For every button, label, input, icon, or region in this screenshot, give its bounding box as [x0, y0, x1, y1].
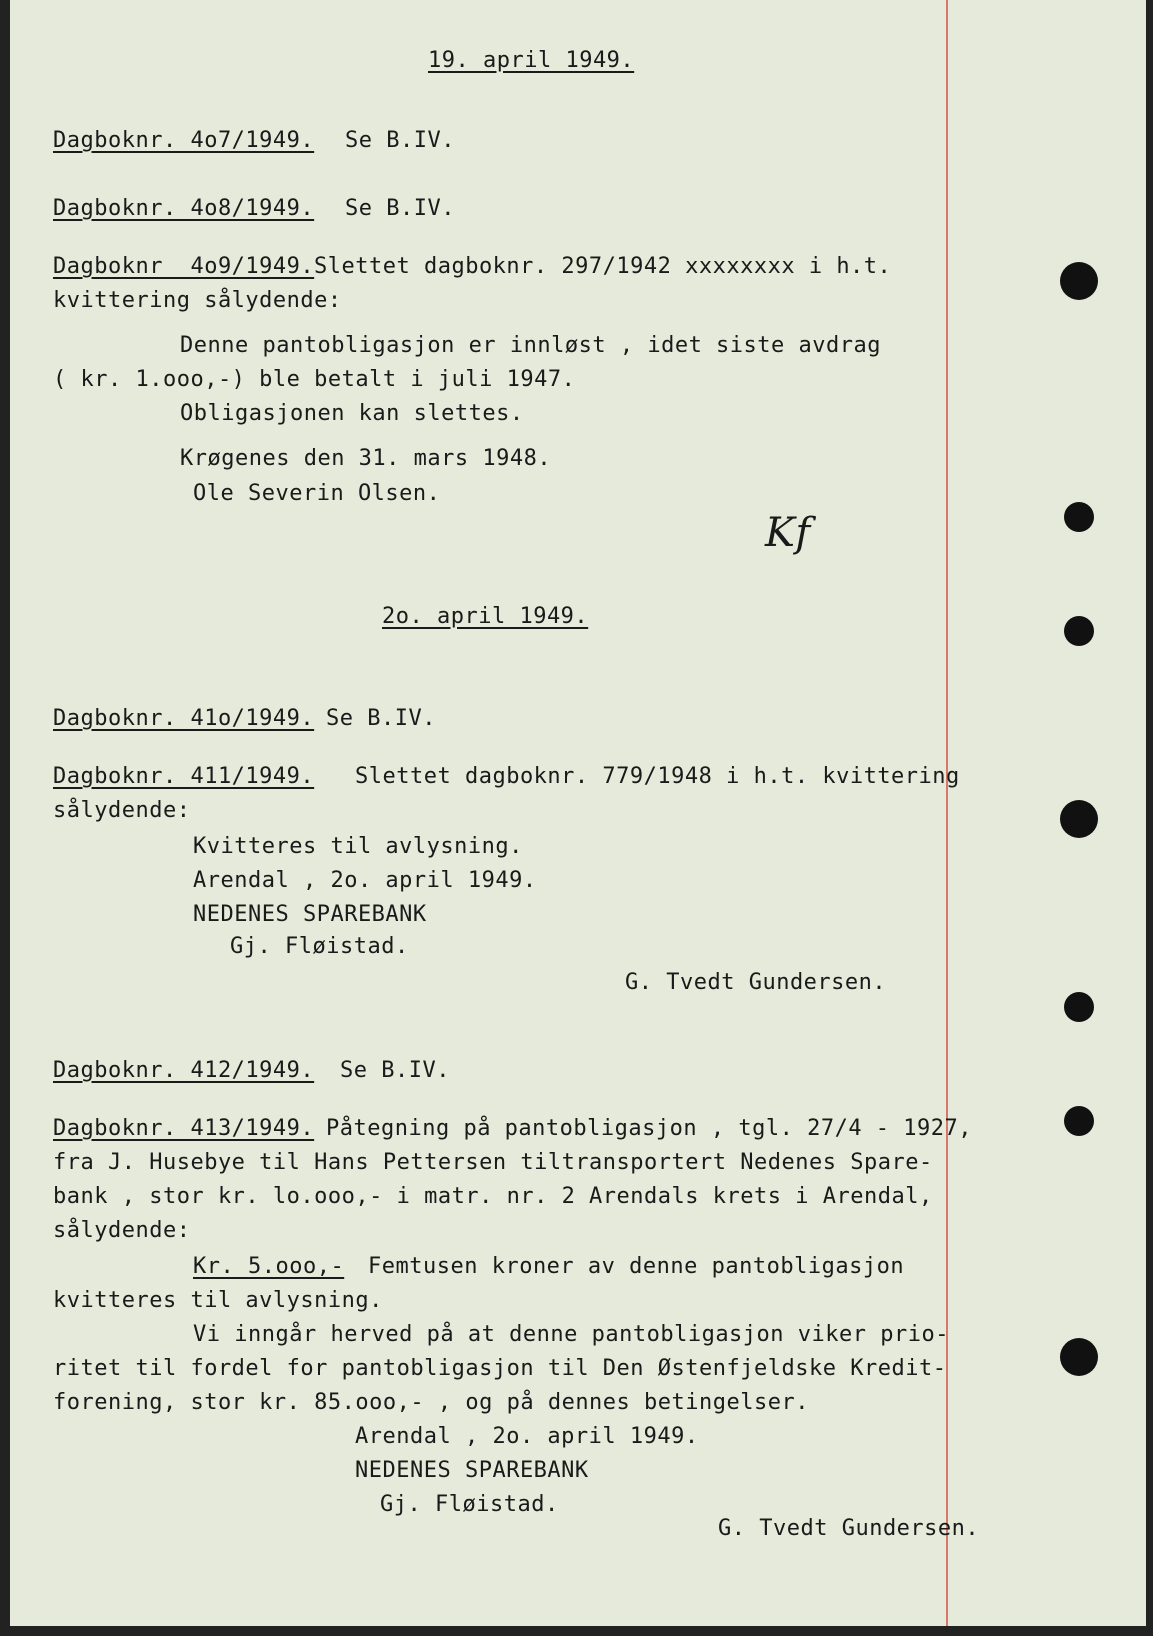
entry-line: Arendal , 2o. april 1949. [355, 1424, 699, 1449]
entry-line: Arendal , 2o. april 1949. [193, 868, 537, 893]
entry-line: sålydende: [53, 798, 191, 823]
entry-ref-411: Dagboknr. 411/1949. [53, 764, 315, 789]
entry-line: NEDENES SPAREBANK [355, 1458, 589, 1483]
entry-line: Femtusen kroner av denne pantobligasjon [368, 1254, 905, 1279]
entry-line: bank , stor kr. lo.ooo,- i matr. nr. 2 Arendals krets i Arendal, [53, 1184, 933, 1209]
handwritten-initials: Kf [765, 510, 811, 556]
entry-line: fra J. Husebye til Hans Pettersen tiltransportert Nedenes Spare- [53, 1150, 933, 1175]
punch-hole [1064, 616, 1094, 646]
entry-line: G. Tvedt Gundersen. [718, 1516, 980, 1541]
entry-line: Slettet dagboknr. 297/1942 xxxxxxxx i h.t. [314, 254, 892, 279]
punch-hole [1064, 502, 1094, 532]
entry-line: Ole Severin Olsen. [193, 481, 441, 506]
margin-line [946, 0, 948, 1626]
entry-ref-409: Dagboknr 4o9/1949. [53, 254, 315, 279]
entry-ref-407: Dagboknr. 4o7/1949. [53, 128, 315, 153]
entry-line: Denne pantobligasjon er innløst , idet siste avdrag [180, 333, 882, 358]
punch-hole [1064, 1106, 1094, 1136]
entry-line: ( kr. 1.ooo,-) ble betalt i juli 1947. [53, 367, 576, 392]
entry-text-410: Se B.IV. [326, 706, 436, 731]
entry-amount: Kr. 5.ooo,- [193, 1254, 345, 1279]
date-heading-19-april: 19. april 1949. [428, 48, 635, 73]
entry-line: forening, stor kr. 85.ooo,- , og på dennes betingelser. [53, 1390, 809, 1415]
punch-hole [1060, 262, 1098, 300]
entry-ref-410: Dagboknr. 41o/1949. [53, 706, 315, 731]
punch-hole [1060, 1338, 1098, 1376]
entry-line: Slettet dagboknr. 779/1948 i h.t. kvittering [355, 764, 960, 789]
entry-line: kvittering sålydende: [53, 288, 342, 313]
entry-line: Påtegning på pantobligasjon , tgl. 27/4 - 1927, [326, 1116, 973, 1141]
punch-hole [1060, 800, 1098, 838]
entry-line: Krøgenes den 31. mars 1948. [180, 446, 552, 471]
entry-line: Obligasjonen kan slettes. [180, 401, 524, 426]
entry-line: Gj. Fløistad. [380, 1492, 559, 1517]
entry-ref-408: Dagboknr. 4o8/1949. [53, 196, 315, 221]
document-page [10, 0, 1146, 1626]
entry-line: Kvitteres til avlysning. [193, 834, 523, 859]
entry-text-408: Se B.IV. [345, 196, 455, 221]
entry-line: kvitteres til avlysning. [53, 1288, 383, 1313]
entry-text-412: Se B.IV. [340, 1058, 450, 1083]
date-heading-20-april: 2o. april 1949. [382, 604, 589, 629]
entry-line: G. Tvedt Gundersen. [625, 970, 887, 995]
entry-line: NEDENES SPAREBANK [193, 902, 427, 927]
entry-line: Vi inngår herved på at denne pantobligasjon viker prio- [193, 1322, 949, 1347]
entry-ref-413: Dagboknr. 413/1949. [53, 1116, 315, 1141]
entry-text-407: Se B.IV. [345, 128, 455, 153]
punch-hole [1064, 992, 1094, 1022]
entry-line: sålydende: [53, 1218, 191, 1243]
entry-ref-412: Dagboknr. 412/1949. [53, 1058, 315, 1083]
entry-line: Gj. Fløistad. [230, 934, 409, 959]
entry-line: ritet til fordel for pantobligasjon til Den Østenfjeldske Kredit- [53, 1356, 947, 1381]
